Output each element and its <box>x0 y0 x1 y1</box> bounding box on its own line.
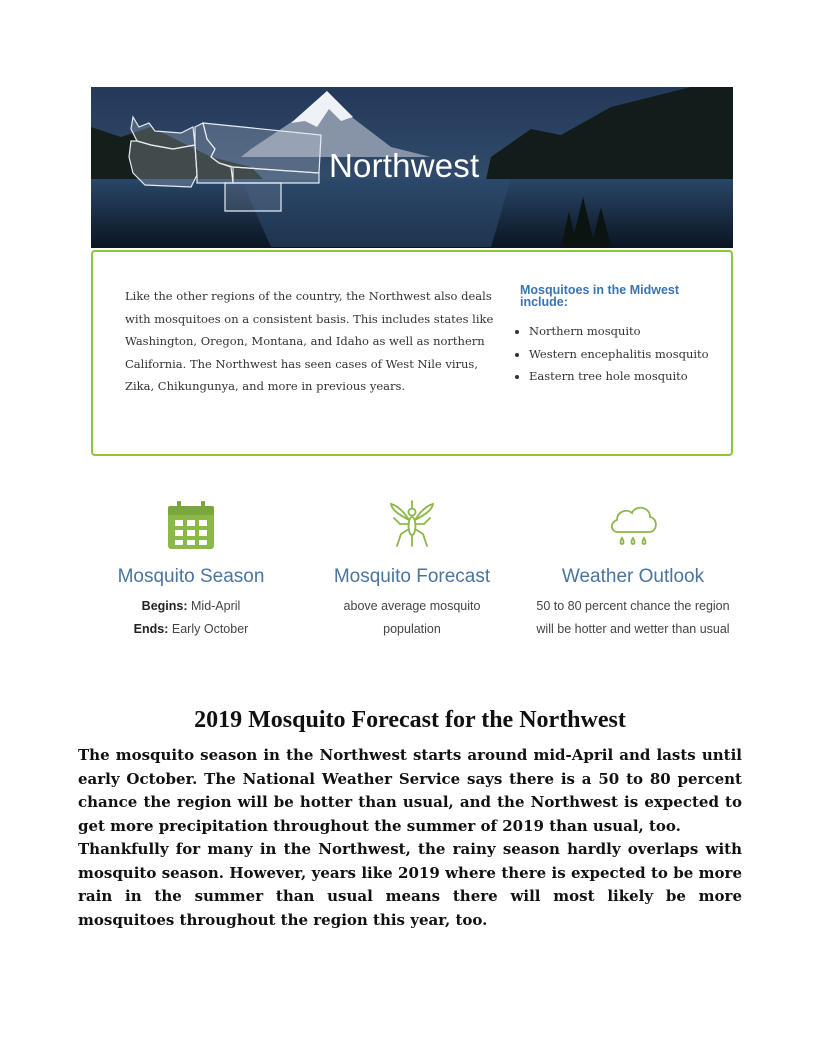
begins-value: Mid-April <box>191 599 241 613</box>
begins-label: Begins: <box>141 599 188 613</box>
mosquito-forecast-stat <box>302 498 522 640</box>
list-item: • Eastern tree hole mosquito <box>529 365 739 388</box>
stat-title: Mosquito Season <box>117 566 265 587</box>
article-paragraph: Thankfully for many in the Northwest, the rainy season hardly overlaps with mosquito season. However, years like 2019 where there is expected to be more rain in the summer than usual means there will most likely be more mosquitoes throughout the region this year, too. <box>78 840 742 929</box>
stat-body <box>81 595 301 640</box>
hero-banner <box>91 87 733 248</box>
ends-label: Ends: <box>133 621 169 636</box>
list-item: • Northern mosquito <box>529 320 739 343</box>
calendar-icon <box>81 498 301 552</box>
article-paragraph: The mosquito season in the Northwest starts around mid-April and lasts until early October. The National Weather Service says there is a 50 to 80 percent chance the region will be hotter than usual, and the Northwest is expected to get more precipitation throughout the summer of 2019 than usual, too. <box>78 746 742 835</box>
intro-paragraph: Like the other regions of the country, the Northwest also deals with mosquitoes on a consistent basis. This includes states like Washington, Oregon, Montana, and Idaho as well as northern California. The Northwest has seen cases of West Nile virus, Zika, Chikungunya, and more in previous years. <box>125 289 494 393</box>
mosquito-icon <box>302 498 522 552</box>
list-item: • Western encephalitis mosquito <box>529 343 739 366</box>
mosquito-season-stat <box>81 498 301 640</box>
stat-body: 50 to 80 percent chance the region will be hotter and wetter than usual <box>536 599 730 636</box>
stat-body: above average mosquito population <box>343 599 481 636</box>
stat-title: Weather Outlook <box>561 566 705 587</box>
hero-title: Northwest <box>329 147 480 184</box>
region-info-box <box>91 250 733 456</box>
species-list <box>513 320 739 388</box>
article-title: 2019 Mosquito Forecast for the Northwest <box>194 707 626 733</box>
article-body <box>78 744 742 932</box>
weather-outlook-stat <box>523 498 743 640</box>
species-heading: Mosquitoes in the Midwest include: <box>520 283 680 309</box>
stat-title: Mosquito Forecast <box>333 566 491 587</box>
ends-value: Early October <box>171 621 249 636</box>
rain-cloud-icon <box>523 498 743 552</box>
